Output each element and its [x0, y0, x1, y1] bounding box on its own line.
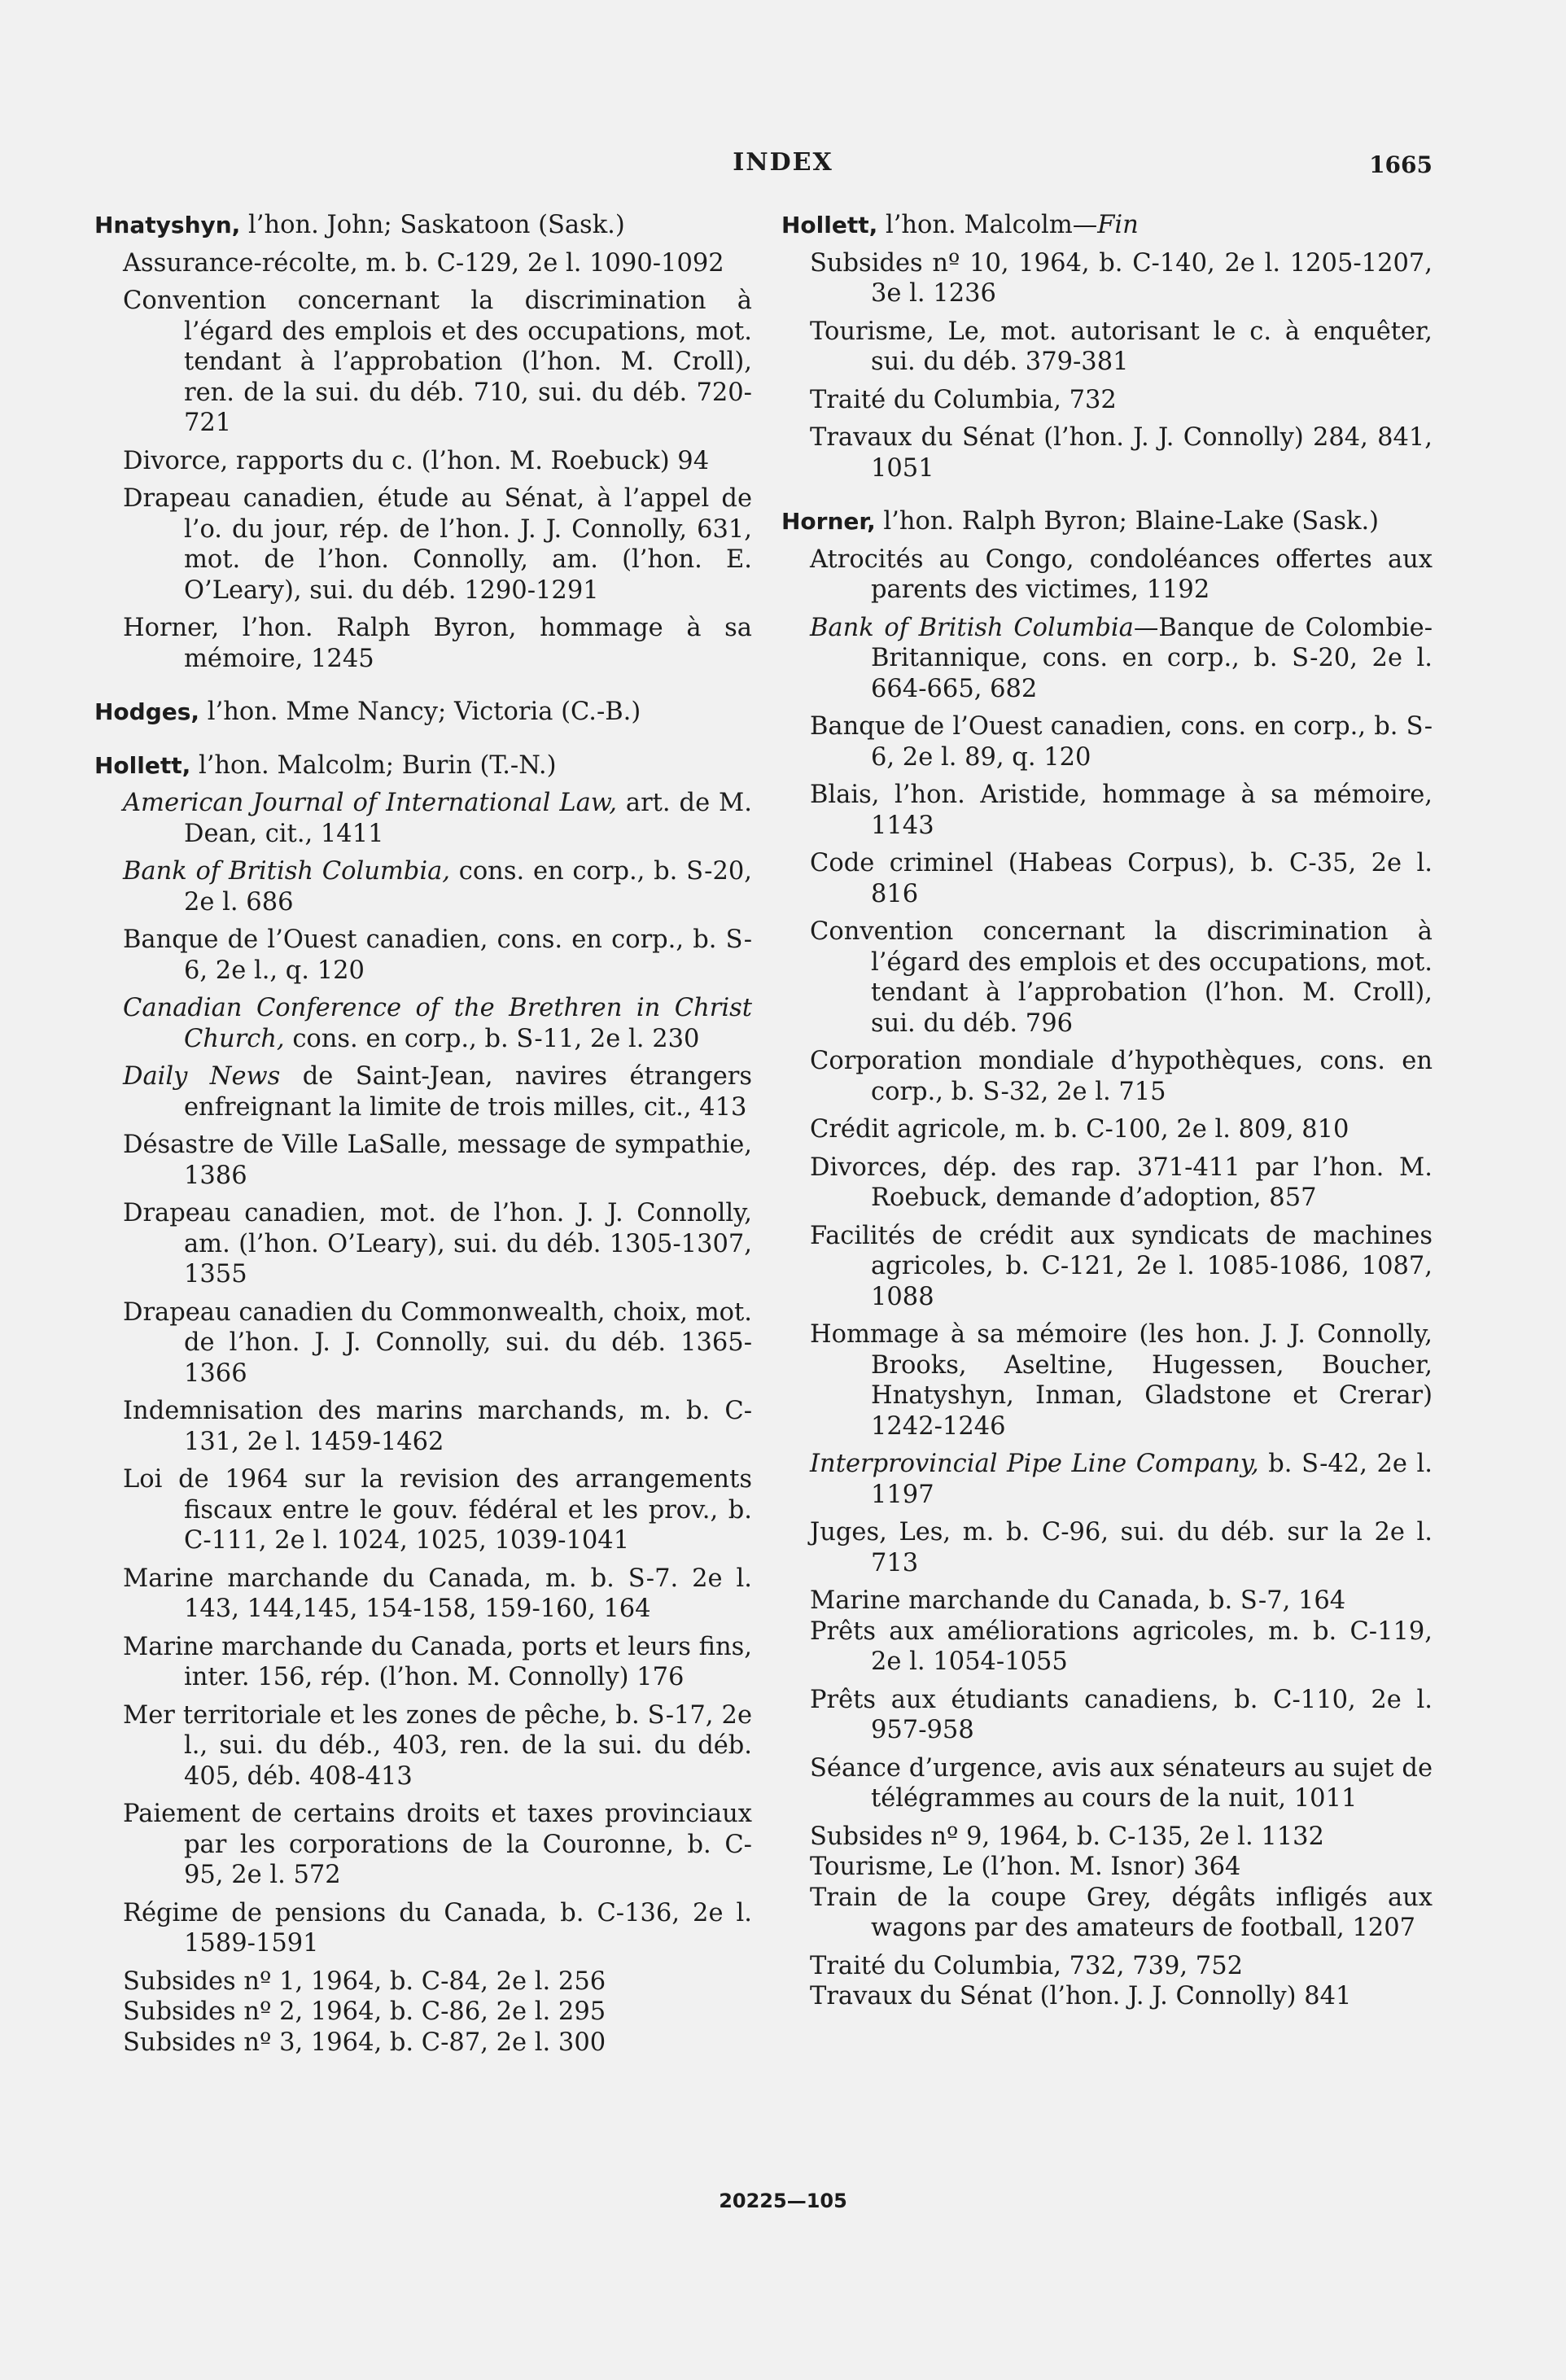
- index-subentry: Tourisme, Le (l’hon. M. Isnor) 364: [810, 1853, 1241, 1881]
- continuation-marker: Fin: [1097, 211, 1139, 239]
- index-subentry: Blais, l’hon. Aristide, hommage à sa mémoire, 1143: [810, 781, 1433, 840]
- index-subentry: Divorce, rapports du c. (l’hon. M. Roebuck) 94: [123, 446, 710, 475]
- page-title: INDEX: [733, 148, 833, 177]
- index-subentry: Facilités de crédit aux syndicats de machines agricoles, b. C-121, 2e l. 1085-1086, 1087, 1088: [810, 1221, 1433, 1311]
- heading-name: Hnatyshyn,: [94, 212, 241, 238]
- index-subentry: Désastre de Ville LaSalle, message de sympathie, 1386: [123, 1131, 752, 1190]
- left-column: [94, 210, 752, 2058]
- publication-title: Bank of British Columbia: [810, 613, 1134, 642]
- index-subentry: Traité du Columbia, 732, 739, 752: [810, 1951, 1244, 1980]
- index-subentry: Banque de l’Ouest canadien, cons. en corp., b. S-6, 2e l. 89, q. 120: [810, 712, 1433, 772]
- publication-title: Canadian Conference of the Brethren in Christ Church,: [123, 994, 752, 1053]
- index-subentry: Marine marchande du Canada, b. S-7, 164: [810, 1586, 1346, 1615]
- index-subentry: Subsides nº 3, 1964, b. C-87, 2e l. 300: [123, 2028, 606, 2057]
- heading-detail: l’hon. Malcolm—: [877, 211, 1098, 239]
- index-subentry: Séance d’urgence, avis aux sénateurs au sujet de télégrammes au cours de la nuit, 1011: [810, 1753, 1433, 1813]
- index-subentry: Divorces, dép. des rap. 371-411 par l’hon. M. Roebuck, demande d’adoption, 857: [810, 1153, 1433, 1212]
- index-subentry: Indemnisation des marins marchands, m. b. C-131, 2e l. 1459-1462: [123, 1397, 752, 1456]
- index-subentry: Paiement de certains droits et taxes provinciaux par les corporations de la Couronne, b. C-95, 2e l. 572: [123, 1800, 752, 1889]
- index-subentry: Travaux du Sénat (l’hon. J. J. Connolly) 284, 841, 1051: [810, 423, 1433, 483]
- index-subentry: Prêts aux étudiants canadiens, b. C-110, 2e l. 957-958: [810, 1685, 1433, 1744]
- printer-code: 20225—105: [719, 2190, 847, 2212]
- index-subentry: Marine marchande du Canada, m. b. S-7. 2e l. 143, 144,145, 154-158, 159-160, 164: [123, 1564, 752, 1623]
- index-subentry: Assurance-récolte, m. b. C-129, 2e l. 1090-1092: [123, 248, 724, 278]
- index-subentry: Hommage à sa mémoire (les hon. J. J. Connolly, Brooks, Aseltine, Hugessen, Boucher, Hnatyshyn, Inman, Gladstone et Crerar) 1242-1246: [810, 1320, 1433, 1441]
- heading-name: Hodges,: [94, 698, 200, 725]
- index-subentry: Subsides nº 1, 1964, b. C-84, 2e l. 256: [123, 1967, 606, 1996]
- index-heading-hnatyshyn: [94, 210, 752, 241]
- heading-detail: l’hon. John; Saskatoon (Sask.): [240, 211, 625, 239]
- index-subentry: Prêts aux améliorations agricoles, m. b. C-119, 2e l. 1054-1055: [810, 1617, 1433, 1676]
- index-subentry: Régime de pensions du Canada, b. C-136, 2e l. 1589-1591: [123, 1898, 752, 1958]
- index-subentry: Horner, l’hon. Ralph Byron, hommage à sa mémoire, 1245: [123, 614, 752, 673]
- index-subentry: Tourisme, Le, mot. autorisant le c. à enquêter, sui. du déb. 379-381: [810, 317, 1433, 376]
- heading-detail: l’hon. Malcolm; Burin (T.-N.): [190, 750, 557, 780]
- index-subentry: Marine marchande du Canada, ports et leurs fins, inter. 156, rép. (l’hon. M. Connolly) 176: [123, 1632, 752, 1691]
- index-subentry: Travaux du Sénat (l’hon. J. J. Connolly) 841: [810, 1982, 1352, 2010]
- page-header: [0, 145, 1566, 186]
- heading-name: Hollett,: [781, 212, 878, 238]
- index-subentry: Atrocités au Congo, condoléances offertes aux parents des victimes, 1192: [810, 545, 1433, 604]
- index-heading-hodges: [94, 697, 752, 728]
- index-subentry: Drapeau canadien du Commonwealth, choix, mot. de l’hon. J. J. Connolly, sui. du déb. 1365-1366: [123, 1297, 752, 1388]
- heading-name: Horner,: [781, 508, 876, 535]
- heading-detail: l’hon. Mme Nancy; Victoria (C.-B.): [199, 698, 641, 726]
- publication-title: Interprovincial Pipe Line Company,: [810, 1450, 1259, 1478]
- index-subentry: Convention concernant la discrimination à l’égard des emplois et des occupations, mot. tendant à l’approbation (l’hon. M. Croll), ren. de la sui. du déb. 710, sui. du déb. 720-721: [123, 287, 752, 437]
- index-heading-horner: [781, 506, 1433, 537]
- index-subentry: Drapeau canadien, mot. de l’hon. J. J. Connolly, am. (l’hon. O’Leary), sui. du déb. 1305-1307, 1355: [123, 1199, 752, 1288]
- subentry-detail: de Saint-Jean, navires étrangers enfreignant la limite de trois milles, cit., 413: [184, 1062, 752, 1122]
- index-subentry: Drapeau canadien, étude au Sénat, à l’appel de l’o. du jour, rép. de l’hon. J. J. Connolly, 631, mot. de l’hon. Connolly, am. (l’hon. E. O’Leary), sui. du déb. 1290-1291: [123, 484, 752, 605]
- index-subentry: Traité du Columbia, 732: [810, 385, 1117, 414]
- index-subentry: Juges, Les, m. b. C-96, sui. du déb. sur la 2e l. 713: [810, 1518, 1433, 1577]
- index-heading-hollett: [94, 750, 752, 781]
- subentry-detail: b. S-42, 2e l. 1197: [871, 1450, 1433, 1509]
- index-subentry: [781, 1449, 1433, 1510]
- page-number: 1665: [1369, 151, 1433, 178]
- subentry-detail: —Banque de Colombie-Britannique, cons. en corp., b. S-20, 2e l. 664-665, 682: [871, 613, 1433, 703]
- index-subentry: [94, 993, 752, 1054]
- index-subentry: Subsides nº 2, 1964, b. C-86, 2e l. 295: [123, 1997, 606, 2026]
- index-subentry: Code criminel (Habeas Corpus), b. C-35, 2e l. 816: [810, 849, 1433, 908]
- publication-title: Bank of British Columbia,: [123, 857, 450, 886]
- right-column: [781, 210, 1433, 2012]
- index-subentry: Convention concernant la discrimination à l’égard des emplois et des occupations, mot. tendant à l’approbation (l’hon. M. Croll), sui. du déb. 796: [810, 917, 1433, 1038]
- publication-title: American Journal of International Law,: [123, 789, 617, 817]
- index-subentry: Train de la coupe Grey, dégâts infligés aux wagons par des amateurs de football, 1207: [810, 1883, 1433, 1942]
- index-subentry: Loi de 1964 sur la revision des arrangements fiscaux entre le gouv. fédéral et les prov., b. C-111, 2e l. 1024, 1025, 1039-1041: [123, 1465, 752, 1555]
- index-subentry: Subsides nº 10, 1964, b. C-140, 2e l. 1205-1207, 3e l. 1236: [810, 248, 1433, 308]
- index-heading-hollett-continued: [781, 210, 1433, 241]
- heading-name: Hollett,: [94, 751, 191, 779]
- index-subentry: Corporation mondiale d’hypothèques, cons. en corp., b. S-32, 2e l. 715: [810, 1047, 1433, 1106]
- index-subentry: [94, 788, 752, 849]
- index-subentry: [94, 856, 752, 917]
- subentry-detail: cons. en corp., b. S-11, 2e l. 230: [284, 1024, 700, 1053]
- index-subentry: Mer territoriale et les zones de pêche, b. S-17, 2e l., sui. du déb., 403, ren. de la sui. du déb. 405, déb. 408-413: [123, 1700, 752, 1791]
- index-subentry: Banque de l’Ouest canadien, cons. en corp., b. S-6, 2e l., q. 120: [123, 925, 752, 985]
- subentry-detail: art. de M. Dean, cit., 1411: [184, 789, 752, 848]
- index-subentry: [94, 1061, 752, 1122]
- index-subentry: Subsides nº 9, 1964, b. C-135, 2e l. 1132: [810, 1822, 1324, 1851]
- publication-title: Daily News: [123, 1062, 281, 1091]
- index-subentry: Crédit agricole, m. b. C-100, 2e l. 809, 810: [810, 1115, 1349, 1144]
- heading-detail: l’hon. Ralph Byron; Blaine-Lake (Sask.): [875, 507, 1380, 536]
- index-subentry: [781, 613, 1433, 705]
- subentry-detail: cons. en corp., b. S-20, 2e l. 686: [184, 857, 752, 917]
